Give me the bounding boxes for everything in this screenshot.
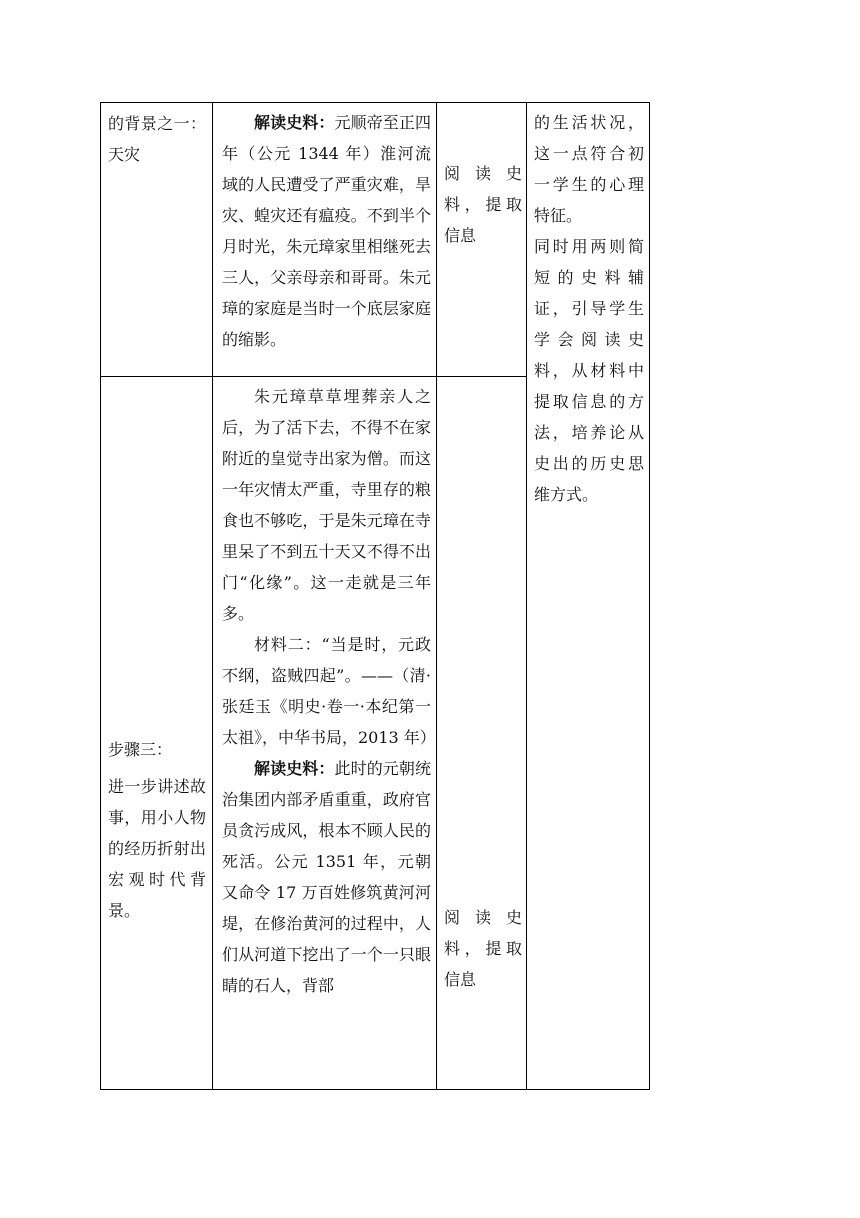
column-divider-1 bbox=[212, 102, 213, 1090]
row1-activity-text: 阅读史料，提取信息 bbox=[444, 164, 522, 245]
row1-interpretation bbox=[222, 107, 431, 355]
row2-interpretation bbox=[222, 753, 431, 1001]
row1-step-cell bbox=[108, 108, 206, 170]
table-border-bottom bbox=[100, 1089, 650, 1090]
interpretation-text: 此时的元朝统治集团内部矛盾重重，政府官员贪污成风，根本不顾人民的死活。公元 1351 年，元朝又命令 17 万百姓修筑黄河河堤，在修治黄河的过程中，人们从河道下挖出了一个一只眼睛的石人，背部 bbox=[222, 759, 431, 995]
interpretation-label: 解读史料： bbox=[254, 113, 335, 132]
row1-content-cell bbox=[222, 107, 431, 355]
design-intent-cell bbox=[534, 107, 644, 510]
column-divider-2 bbox=[436, 102, 437, 1090]
row2-step-title: 步骤三： bbox=[108, 740, 173, 759]
row2-activity-text: 阅读史料，提取信息 bbox=[444, 908, 522, 989]
story-paragraph: 朱元璋草草埋葬亲人之后，为了活下去，不得不在家附近的皇觉寺出家为僧。而这一年灾情太严重，寺里存的粮食也不够吃，于是朱元璋在寺里呆了不到五十天又不得不出门“化缘”。这一走就是三年多。 bbox=[222, 387, 431, 623]
design-intent-paragraph-1: 的生活状况，这一点符合初一学生的心理特征。 bbox=[534, 113, 644, 225]
material-two-quote: 材料二：“当是时，元政不纲，盗贼四起”。——（清·张廷玉《明史·卷一·本纪第一太祖》，中华书局，2013 年） bbox=[222, 635, 436, 747]
row2-content-cell bbox=[222, 381, 436, 1001]
row1-activity-cell bbox=[444, 158, 522, 251]
interpretation-label: 解读史料： bbox=[254, 759, 335, 778]
table-border-top bbox=[100, 102, 650, 103]
row2-activity-cell bbox=[444, 902, 522, 995]
column-divider-3 bbox=[526, 102, 527, 1090]
row2-step-description: 进一步讲述故事，用小人物的经历折射出宏观时代背景。 bbox=[108, 777, 206, 920]
table-border-right bbox=[649, 102, 650, 1090]
row-divider bbox=[100, 376, 527, 377]
interpretation-text: 元顺帝至正四年（公元 1344 年）淮河流域的人民遭受了严重灾难，旱灾、蝗灾还有瘟疫。不到半个月时光，朱元璋家里相继死去三人，父亲母亲和哥哥。朱元璋的家庭是当时一个底层家庭的缩影。 bbox=[222, 113, 431, 349]
row1-step-text: 的背景之一：天灾 bbox=[108, 114, 206, 164]
design-intent-paragraph-2: 同时用两则简短的史料辅证，引导学生学会阅读史料，从材料中提取信息的方法，培养论从史出的历史思维方式。 bbox=[534, 237, 644, 504]
table-border-left bbox=[100, 102, 101, 1090]
row2-step-cell bbox=[108, 734, 206, 926]
